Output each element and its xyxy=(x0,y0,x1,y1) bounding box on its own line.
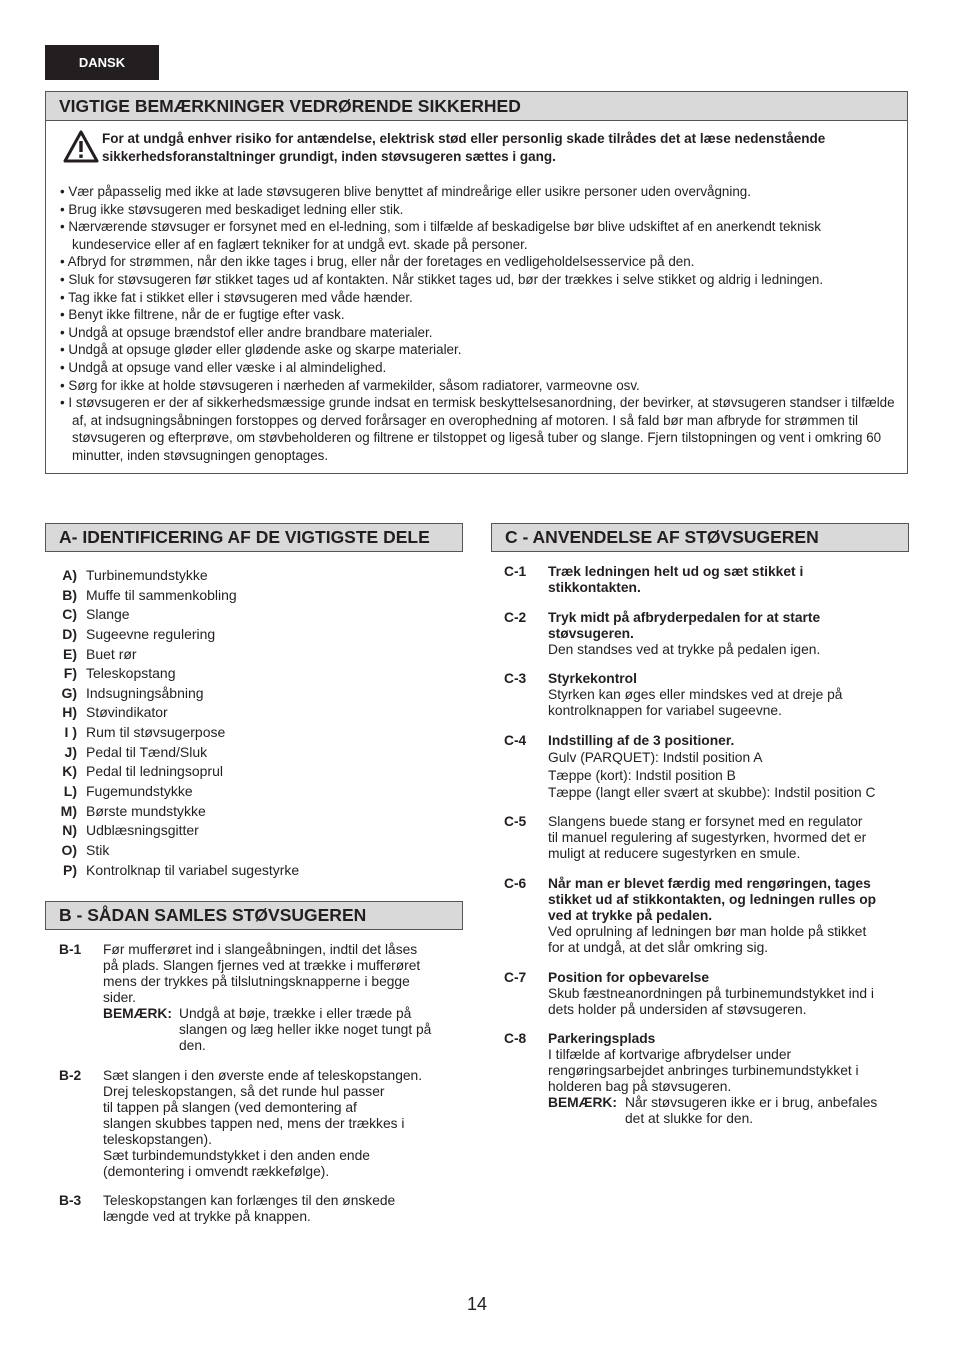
part-letter: M) xyxy=(60,802,77,819)
step-line: for at undgå, at det slår omkring sig. xyxy=(548,940,769,955)
safety-item: • Undgå at opsuge vand eller væske i al almindelighed. xyxy=(60,359,902,377)
step-number: B-3 xyxy=(59,1193,82,1208)
step-line: muligt at reducere sugestyrken en smule. xyxy=(548,846,801,861)
safety-item: • Undgå at opsuge brændstof eller andre brandbare materialer. xyxy=(60,324,902,342)
text-line: Sæt turbindemundstykket i den anden ende xyxy=(103,1148,370,1163)
part-name: Sugeevne regulering xyxy=(86,625,216,642)
step-heading-line: Styrkekontrol xyxy=(548,671,637,686)
section-b-title: B - SÅDAN SAMLES STØVSUGEREN xyxy=(45,901,463,930)
step-heading-line: ved at trykke på pedalen. xyxy=(548,908,713,923)
safety-item: • Vær påpasselig med ikke at lade støvsugeren blive benyttet af mindreårige eller usikre personer uden overvågning. xyxy=(60,183,902,201)
part-name: Kontrolknap til variabel sugestyrke xyxy=(86,861,300,878)
parts-list xyxy=(46,566,456,880)
part-item xyxy=(46,861,456,881)
part-name: Buet rør xyxy=(86,645,137,662)
warning-text: For at undgå enhver risiko for antændelse, elektrisk stød eller personlig skade tilrådes det at læse nedenstående sikkerhedsforanstaltninger grundigt, inden støvsugeren sættes i gang. xyxy=(102,131,826,164)
safety-title: VIGTIGE BEMÆRKNINGER VEDRØRENDE SIKKERHED xyxy=(46,92,907,121)
step-heading-line: Træk ledningen helt ud og sæt stikket i xyxy=(548,564,804,579)
step-line: Tæppe (langt eller svært at skubbe): Indstil position C xyxy=(548,785,876,800)
note-line: Når støvsugeren ikke er i brug, anbefales xyxy=(625,1095,878,1110)
step-number: C-3 xyxy=(504,671,527,686)
part-item xyxy=(46,703,456,723)
safety-box xyxy=(45,91,908,474)
step-number: C-8 xyxy=(504,1031,527,1046)
section-c-title: C - ANVENDELSE AF STØVSUGEREN xyxy=(491,523,909,552)
part-name: Indsugningsåbning xyxy=(86,684,204,701)
part-letter: E) xyxy=(63,645,77,662)
part-letter: N) xyxy=(62,822,77,839)
warning-row xyxy=(63,130,893,166)
step-number: C-4 xyxy=(504,733,527,748)
safety-item: • Benyt ikke filtrene, når de er fugtige efter vask. xyxy=(60,306,902,324)
part-item xyxy=(46,743,456,763)
step-line: Tæppe (kort): Indstil position B xyxy=(548,767,736,783)
text-line: slangen skubbes tappen ned, mens der trækkes i xyxy=(103,1116,405,1131)
part-name: Teleskopstang xyxy=(86,665,176,682)
part-item xyxy=(46,841,456,861)
step-number: B-2 xyxy=(59,1068,82,1083)
part-item xyxy=(46,566,456,586)
part-letter: C) xyxy=(62,606,77,623)
step-heading-line: Position for opbevarelse xyxy=(548,970,710,985)
part-item xyxy=(46,605,456,625)
part-name: Turbinemundstykke xyxy=(86,567,208,583)
text-line: (demontering i omvendt rækkefølge). xyxy=(103,1164,330,1179)
step-number: C-7 xyxy=(504,970,527,985)
step-line: Styrken kan øges eller mindskes ved at dreje på xyxy=(548,687,843,702)
safety-item: • Nærværende støvsuger er forsynet med en el-ledning, som i tilfælde af beskadigelse bør blive udskiftet af en anerkendt teknisk kundeservice eller af en faglært tekniker for at undgå evt. skade på personer. xyxy=(60,218,902,253)
part-name: Fugemundstykke xyxy=(86,783,193,800)
note-lines xyxy=(179,1006,431,1054)
text-line: Teleskopstangen kan forlænges til den ønskede xyxy=(103,1193,396,1208)
text-line: Drej teleskopstangen, så det runde hul passer xyxy=(103,1084,385,1099)
part-name: Pedal til ledningsoprul xyxy=(86,763,223,780)
part-item xyxy=(46,782,456,802)
part-item xyxy=(46,664,456,684)
part-letter: B) xyxy=(62,586,77,603)
text-line: mens der trykkes på tilslutningsknapperne i begge xyxy=(103,974,410,989)
part-name: Børste mundstykke xyxy=(86,802,206,819)
part-letter: O) xyxy=(61,841,77,858)
step-heading-line: stikkontakten. xyxy=(548,580,641,595)
safety-item: • Brug ikke støvsugeren med beskadiget ledning eller stik. xyxy=(60,201,902,219)
safety-item: • Sørg for ikke at holde støvsugeren i nærheden af varmekilder, såsom radiatorer, varmeovne osv. xyxy=(60,377,902,395)
step-number: C-2 xyxy=(504,610,527,625)
text-line: teleskopstangen). xyxy=(103,1132,212,1147)
part-name: Pedal til Tænd/Sluk xyxy=(86,743,208,760)
text-line: sider. xyxy=(103,990,136,1005)
step-heading-line: Tryk midt på afbryderpedalen for at starte xyxy=(548,610,821,625)
step-line: Ved oprulning af ledningen bør man holde på stikket xyxy=(548,924,867,939)
safety-item: • Undgå at opsuge gløder eller glødende aske og skarpe materialer. xyxy=(60,341,902,359)
part-name: Slange xyxy=(86,606,130,623)
part-item xyxy=(46,625,456,645)
step-number: C-1 xyxy=(504,564,527,579)
step-line: dets holder på undersiden af støvsugeren. xyxy=(548,1002,807,1017)
safety-item: • I støvsugeren er der af sikkerhedsmæssige grunde indsat en termisk beskyttelsesanordning, der bevirker, at støvsugeren standser i tilfælde af, at indsugningsåbningen forstoppes og derved forårsager en overophedning af motoren. I så fald bør man afbryde for strømmen til støvsugeren og efterprøve, om støvbeholderen og filtrene er tilstoppet og ligeså tuber og slange. Fjern tilstopningen og vent i omkring 60 minutter, inden støvsugningen genoptages. xyxy=(60,394,902,464)
part-item xyxy=(46,821,456,841)
step-line: Skub fæstneanordningen på turbinemundstykket ind i xyxy=(548,986,874,1001)
part-name: Stik xyxy=(86,841,110,858)
part-item xyxy=(46,645,456,665)
part-letter: F) xyxy=(63,665,77,682)
step-lines xyxy=(103,1193,453,1225)
warning-triangle-icon xyxy=(63,130,99,164)
text-line: Undgå at bøje, trække i eller træde på xyxy=(179,1006,412,1021)
text-line: slangen og læg heller ikke noget tungt på xyxy=(179,1022,432,1037)
step-line: Den standses ved at trykke på pedalen igen. xyxy=(548,642,821,657)
page-number: 14 xyxy=(466,1294,488,1314)
text-line: Sæt slangen i den øverste ende af teleskopstangen. xyxy=(103,1068,423,1083)
part-letter: I ) xyxy=(64,724,77,741)
text-line: den. xyxy=(179,1038,206,1053)
step-number: C-6 xyxy=(504,876,527,891)
part-letter: G) xyxy=(61,684,77,701)
language-tab: DANSK xyxy=(45,45,159,80)
note-label: BEMÆRK: xyxy=(103,1006,172,1021)
section-a-title: A- IDENTIFICERING AF DE VIGTIGSTE DELE xyxy=(45,523,463,552)
part-item xyxy=(46,802,456,822)
step-number: B-1 xyxy=(59,942,82,957)
step-lines xyxy=(103,942,453,1006)
safety-item: • Tag ikke fat i stikket eller i støvsugeren med våde hænder. xyxy=(60,289,902,307)
safety-item: • Afbryd for strømmen, når den ikke tages i brug, eller når der foretages en vedligeholdelsesservice på den. xyxy=(60,253,902,271)
part-letter: L) xyxy=(63,783,77,800)
note-label: BEMÆRK: xyxy=(548,1095,617,1110)
part-item xyxy=(46,586,456,606)
text-line: længde ved at trykke på knappen. xyxy=(103,1209,311,1224)
part-letter: J) xyxy=(64,743,77,760)
part-letter: K) xyxy=(62,763,77,780)
part-item xyxy=(46,684,456,704)
note xyxy=(103,1006,453,1054)
text-line: til tappen på slangen (ved demontering af xyxy=(103,1100,357,1115)
step-heading-line: Indstilling af de 3 positioner. xyxy=(548,733,735,748)
part-name: Støvindikator xyxy=(86,704,168,721)
part-letter: P) xyxy=(63,861,77,878)
step-line: Gulv (PARQUET): Indstil position A xyxy=(548,750,763,765)
part-letter: H) xyxy=(62,704,77,721)
part-item xyxy=(46,762,456,782)
step-heading-line: støvsugeren. xyxy=(548,626,634,641)
step-number: C-5 xyxy=(504,814,527,829)
text-line: på plads. Slangen fjernes ved at trække i mufferøret xyxy=(103,958,421,973)
safety-list xyxy=(60,183,902,465)
part-name: Muffe til sammenkobling xyxy=(86,586,237,603)
step-line: kontrolknappen for variabel sugeevne. xyxy=(548,703,782,718)
step-heading-line: Når man er blevet færdig med rengøringen, tages xyxy=(548,876,871,891)
step-line: holderen bag på støvsugeren. xyxy=(548,1079,732,1094)
step-line: Slangens buede stang er forsynet med en regulator xyxy=(548,814,863,829)
note-line: det at slukke for den. xyxy=(625,1111,754,1126)
step-lines xyxy=(103,1068,453,1180)
text-line: Før mufferøret ind i slangeåbningen, indtil det låses xyxy=(103,942,418,957)
step-line: I tilfælde af kortvarige afbrydelser under xyxy=(548,1047,792,1062)
step-heading-line: stikket ud af stikkontakten, og ledningen rulles op xyxy=(548,892,877,907)
note xyxy=(548,1095,898,1127)
step-heading-line: Parkeringsplads xyxy=(548,1031,656,1046)
step-line: rengøringsarbejdet anbringes turbinemundstykket i xyxy=(548,1063,859,1078)
part-letter: A) xyxy=(62,567,77,583)
part-item xyxy=(46,723,456,743)
part-letter: D) xyxy=(62,625,77,642)
part-name: Rum til støvsugerpose xyxy=(86,724,226,741)
part-name: Udblæsningsgitter xyxy=(86,822,199,839)
step-line: til manuel regulering af sugestyrken, hvormed det er xyxy=(548,830,867,845)
safety-item: • Sluk for støvsugeren før stikket tages ud af kontakten. Når stikket tages ud, bør der trækkes i selve stikket og aldrig i ledningen. xyxy=(60,271,902,289)
